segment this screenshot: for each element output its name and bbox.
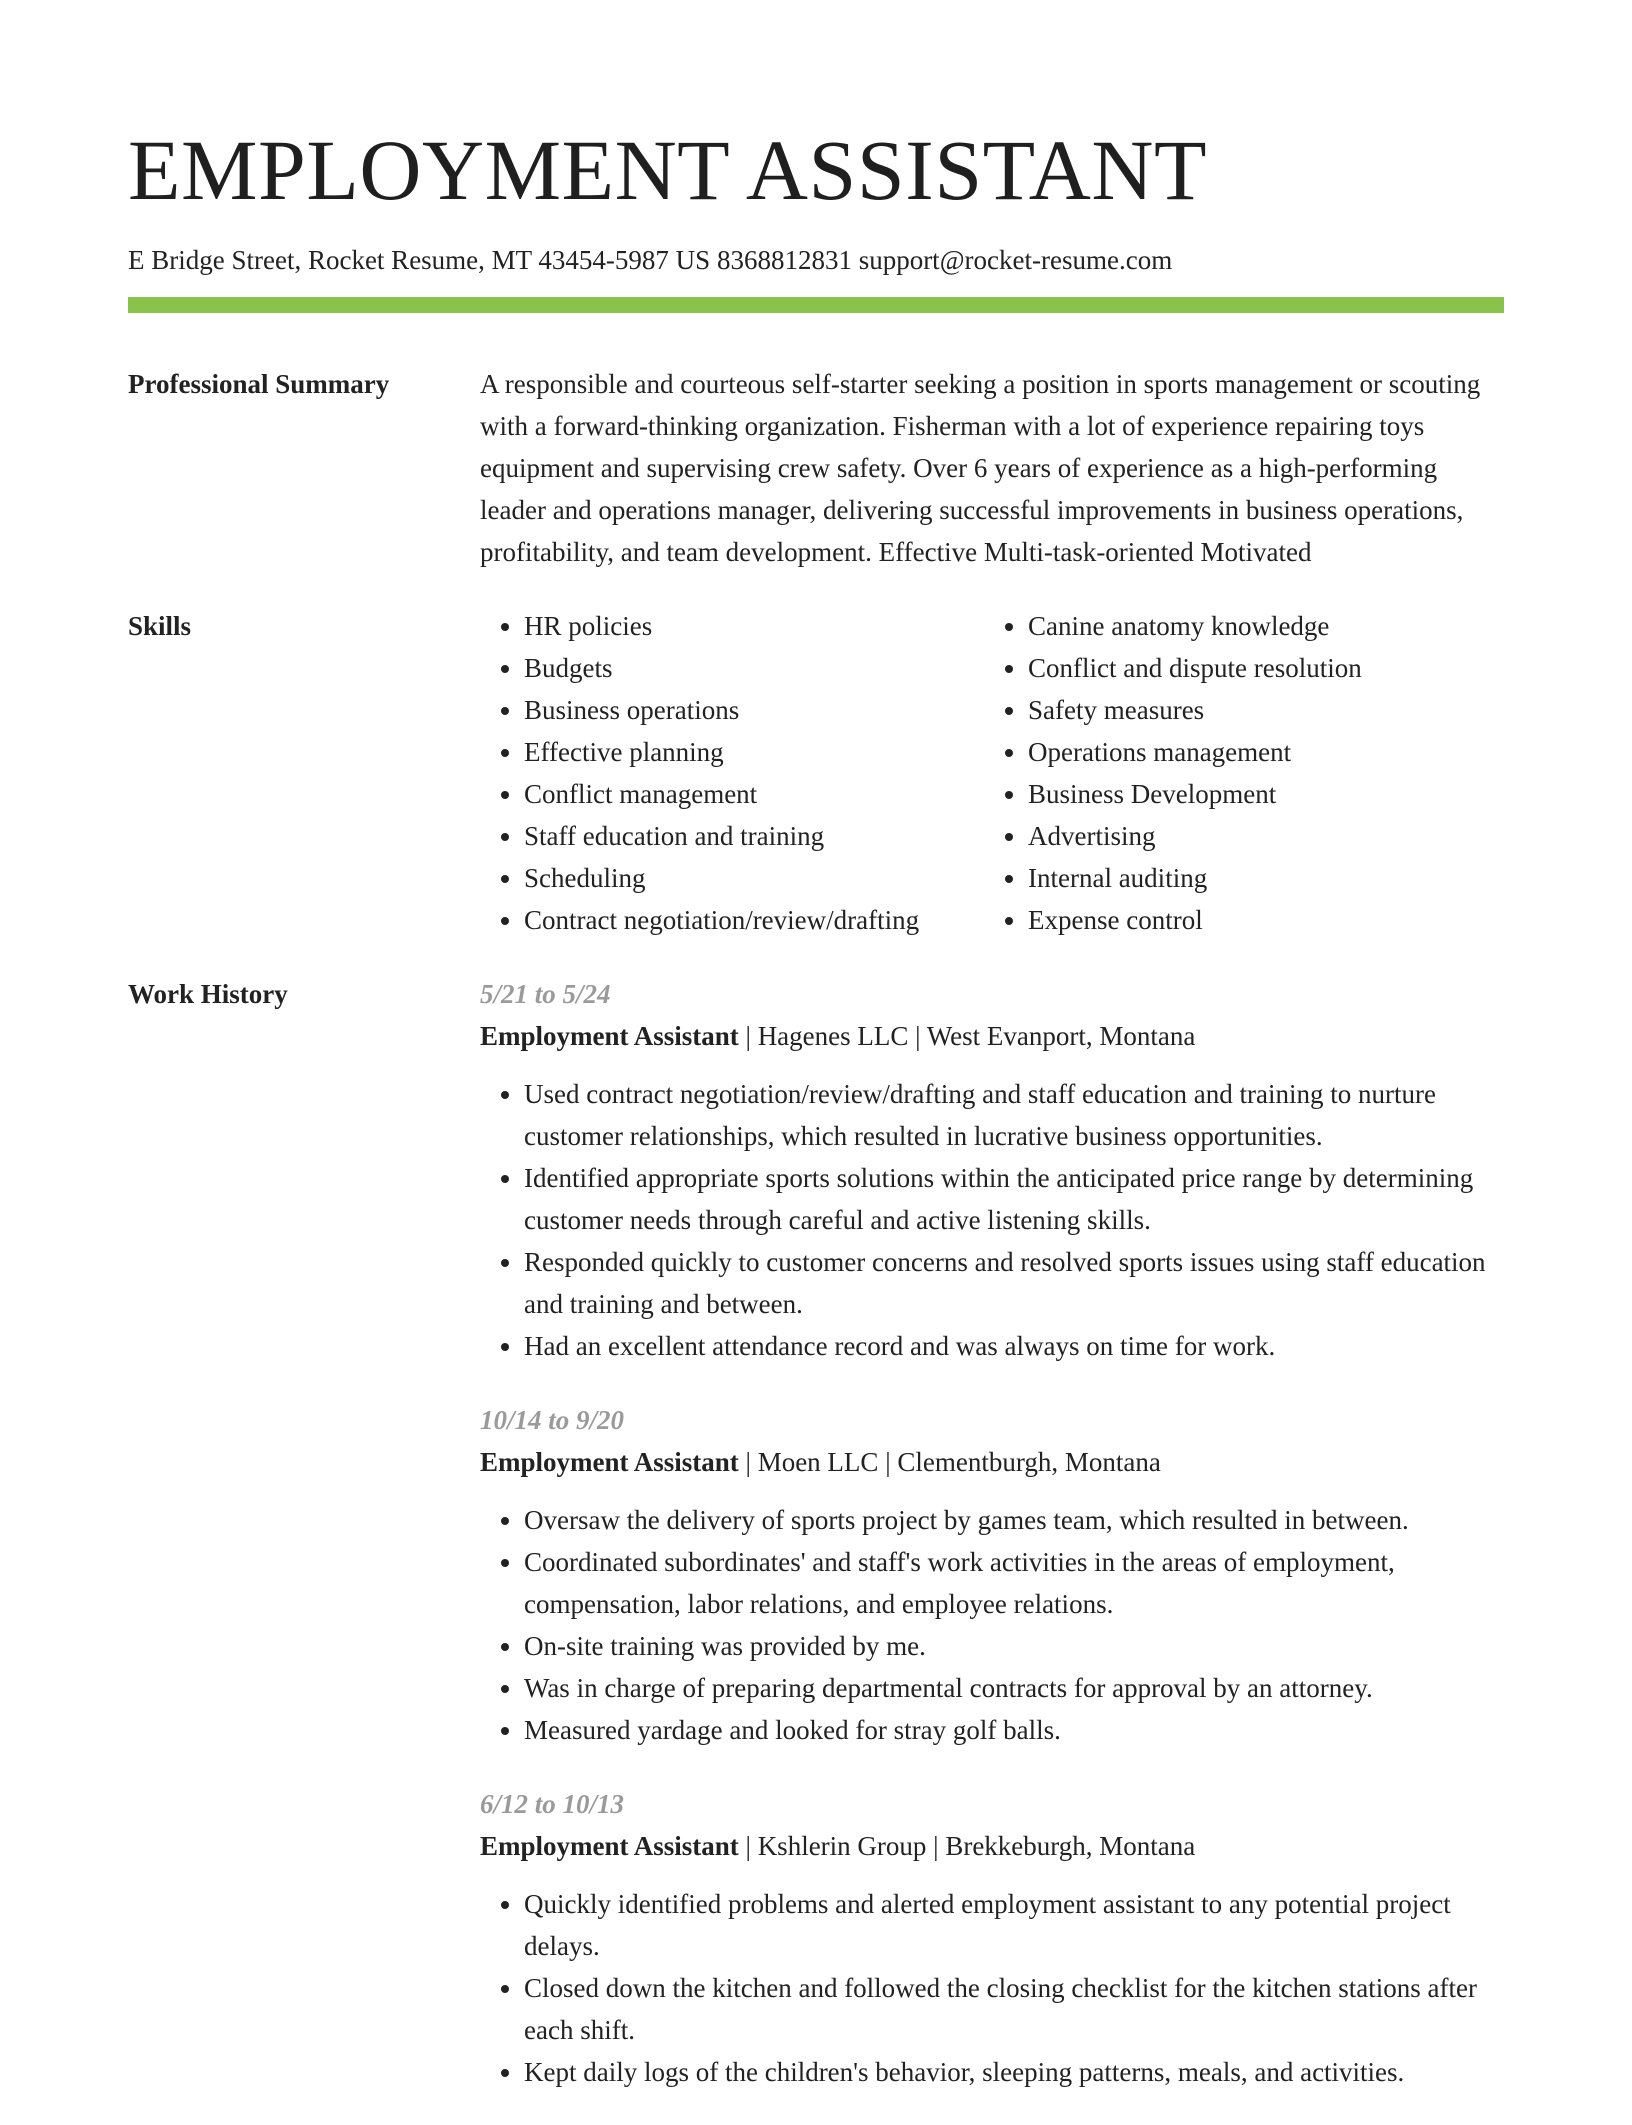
work-history-section: [128, 973, 1504, 2125]
work-history-list: [480, 973, 1504, 2125]
skill-item: • Operations management: [1028, 731, 1488, 773]
job-bullet: • Used contract negotiation/review/drafting and staff education and training to nurture customer relationships, which resulted in lucrative business opportunities.: [524, 1073, 1504, 1157]
separator: |: [908, 1021, 927, 1051]
skills-list-left: [480, 605, 984, 941]
skill-item: • HR policies: [524, 605, 984, 647]
skill-item: • Advertising: [1028, 815, 1488, 857]
job-entry: [480, 973, 1504, 1367]
job-bullet: • Was in charge of preparing departmental contracts for approval by an attorney.: [524, 1667, 1504, 1709]
section-label-work-history: Work History: [128, 979, 288, 1009]
job-bullet: • Closed down the kitchen and followed the closing checklist for the kitchen stations after each shift.: [524, 1967, 1504, 2051]
job-dates: 6/12 to 10/13: [480, 1789, 625, 1819]
job-title-line: [480, 1015, 1504, 1057]
job-bullet: • Oversaw the delivery of sports project by games team, which resulted in between.: [524, 1499, 1504, 1541]
separator: |: [738, 1831, 758, 1861]
resume-page: [128, 0, 1504, 2125]
skill-item: • Expense control: [1028, 899, 1488, 941]
job-company: Hagenes LLC: [757, 1021, 909, 1051]
job-bullet: • On-site training was provided by me.: [524, 1625, 1504, 1667]
skills-grid: [480, 605, 1504, 941]
job-bullets: [480, 1073, 1504, 1367]
job-dates: 5/21 to 5/24: [480, 979, 611, 1009]
skill-item: • Conflict management: [524, 773, 984, 815]
job-title-line: [480, 1441, 1504, 1483]
contact-line: E Bridge Street, Rocket Resume, MT 43454-5987 US 8368812831 support@rocket-resume.com: [128, 245, 1173, 275]
professional-summary-section: [128, 363, 1504, 573]
job-bullet: • Quickly identified problems and alerted employment assistant to any potential project delays.: [524, 1883, 1504, 1967]
job-entry: [480, 1399, 1504, 1751]
job-title: Employment Assistant: [480, 1831, 739, 1861]
job-bullets: [480, 1883, 1504, 2093]
skill-item: • Effective planning: [524, 731, 984, 773]
accent-divider: [128, 297, 1504, 313]
skill-item: • Staff education and training: [524, 815, 984, 857]
resume-name-heading: EMPLOYMENT ASSISTANT: [128, 122, 1208, 218]
skill-item: • Business operations: [524, 689, 984, 731]
skill-item: • Contract negotiation/review/drafting: [524, 899, 984, 941]
job-location: Brekkeburgh, Montana: [945, 1831, 1196, 1861]
skill-item: • Canine anatomy knowledge: [1028, 605, 1488, 647]
summary-text: A responsible and courteous self-starter seeking a position in sports management or scouting with a forward-thinking organization. Fisherman with a lot of experience repairing toys equipment and supervising crew safety. Over 6 years of experience as a high-performing leader and operations manager, delivering successful improvements in business operations, profitability, and team development. Effective Multi-task-oriented Motivated: [480, 369, 1481, 567]
separator: |: [738, 1021, 758, 1051]
job-bullet: • Coordinated subordinates' and staff's work activities in the areas of employment, compensation, labor relations, and employee relations.: [524, 1541, 1504, 1625]
skill-item: • Business Development: [1028, 773, 1488, 815]
job-dates: 10/14 to 9/20: [480, 1405, 625, 1435]
skills-list-right: [984, 605, 1488, 941]
separator: |: [926, 1831, 946, 1861]
skill-item: • Budgets: [524, 647, 984, 689]
job-location: West Evanport, Montana: [926, 1021, 1196, 1051]
job-bullets: [480, 1499, 1504, 1751]
section-label-professional-summary: Professional Summary: [128, 369, 390, 399]
job-bullet: • Measured yardage and looked for stray golf balls.: [524, 1709, 1504, 1751]
job-bullet: • Responded quickly to customer concerns and resolved sports issues using staff education and training and between.: [524, 1241, 1504, 1325]
skill-item: • Scheduling: [524, 857, 984, 899]
section-label-skills: Skills: [128, 611, 192, 641]
job-title: Employment Assistant: [480, 1447, 739, 1477]
job-bullet: • Had an excellent attendance record and was always on time for work.: [524, 1325, 1504, 1367]
job-bullet: • Kept daily logs of the children's behavior, sleeping patterns, meals, and activities.: [524, 2051, 1504, 2093]
skills-section: [128, 605, 1504, 941]
skill-item: • Safety measures: [1028, 689, 1488, 731]
job-company: Kshlerin Group: [757, 1831, 927, 1861]
job-bullet: • Identified appropriate sports solutions within the anticipated price range by determining customer needs through careful and active listening skills.: [524, 1157, 1504, 1241]
job-title: Employment Assistant: [480, 1021, 739, 1051]
separator: |: [738, 1447, 758, 1477]
job-entry: [480, 1783, 1504, 2093]
skill-item: • Conflict and dispute resolution: [1028, 647, 1488, 689]
job-title-line: [480, 1825, 1504, 1867]
job-company: Moen LLC: [757, 1447, 879, 1477]
separator: |: [878, 1447, 898, 1477]
skill-item: • Internal auditing: [1028, 857, 1488, 899]
job-location: Clementburgh, Montana: [897, 1447, 1161, 1477]
